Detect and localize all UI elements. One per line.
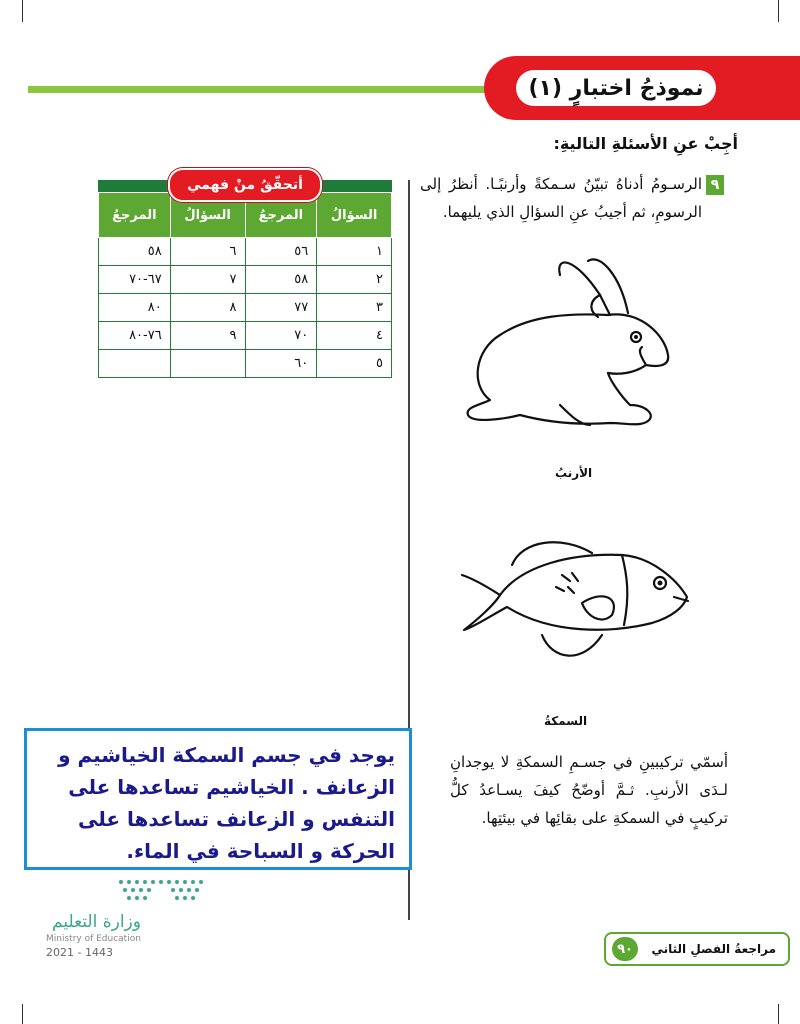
table-cell: ١ <box>317 238 392 266</box>
table-row <box>99 350 392 378</box>
table-cell: ٤ <box>317 322 392 350</box>
check-understanding-badge: أتحقّقُ منْ فهمي <box>168 168 322 202</box>
ministry-logo-icon <box>88 876 238 904</box>
table-cell: ٥٦ <box>245 238 317 266</box>
table-cell: ٢ <box>317 266 392 294</box>
table-cell: ٧٠ <box>245 322 317 350</box>
table-cell: ٥٨ <box>99 238 171 266</box>
table-cell: ٦٧-٧٠ <box>99 266 171 294</box>
ministry-name-en: Ministry of Education <box>46 934 141 944</box>
title-tab <box>484 56 800 120</box>
table-cell: ٩ <box>170 322 245 350</box>
crop-mark <box>22 0 23 22</box>
table-cell: ٧ <box>170 266 245 294</box>
table-cell: ٥ <box>317 350 392 378</box>
header-rule <box>28 86 498 93</box>
table-header: السؤالُ <box>170 193 245 238</box>
question-number: ٩ <box>706 175 724 195</box>
instruction-text: أجِبْ عنِ الأسئلةِ التاليةِ: <box>553 134 738 153</box>
rabbit-caption: الأرنبُ <box>555 466 593 480</box>
fish-illustration <box>452 535 696 665</box>
ministry-name: وزارة التعليم <box>52 912 141 932</box>
table-cell <box>99 350 171 378</box>
table-cell: ٧٦-٨٠ <box>99 322 171 350</box>
table-header: المرجعُ <box>245 193 317 238</box>
ministry-year: 2021 - 1443 <box>46 946 113 959</box>
table-row <box>99 266 392 294</box>
crop-mark <box>22 1004 23 1024</box>
answer-box: يوجد في جسم السمكة الخياشيم و الزعانف . الخياشيم تساعدها على التنفس و الزعانف تساعدها على الحركة و السباحة في الماء. <box>24 728 412 870</box>
check-understanding-table <box>98 177 392 378</box>
table-cell: ٣ <box>317 294 392 322</box>
table-cell: ٦٠ <box>245 350 317 378</box>
question-text: الرسـومُ أدناهُ تبيّنُ سـمكةً وأرنبًـا. أنظرُ إلى الرسومِ، ثم أجيبُ عنِ السؤالِ الذي يليهما. <box>420 175 702 221</box>
question-part-text: أسمّي تركيبينِ في جسـمِ السمكةِ لا يوجدانِ لـدَى الأرنبِ. ثـمَّ أوضّحُ كيفَ يسـاعدُ كلُّ تركيبٍ في السمكةِ على بقائِها في بيئتِها. <box>450 753 728 827</box>
table-header: السؤالُ <box>317 193 392 238</box>
table-cell: ٨٠ <box>99 294 171 322</box>
table-cell: ٧٧ <box>245 294 317 322</box>
table-cell: ٦ <box>170 238 245 266</box>
page-footer <box>604 932 790 966</box>
table-row <box>99 294 392 322</box>
crop-mark <box>778 1004 779 1024</box>
footer-label: مراجعةُ الفصلِ الثاني <box>651 942 776 956</box>
table-cell <box>170 350 245 378</box>
crop-mark <box>778 0 779 22</box>
fish-caption: السمكةُ <box>544 714 588 728</box>
table-row <box>99 238 392 266</box>
table-cell: ٨ <box>170 294 245 322</box>
page-number: ٩٠ <box>612 937 638 961</box>
table-header: المرجعُ <box>99 193 171 238</box>
table-row <box>99 322 392 350</box>
table-cell: ٥٨ <box>245 266 317 294</box>
page-title: نموذجُ اختبارٍ (١) <box>516 70 716 106</box>
rabbit-illustration <box>460 255 676 435</box>
